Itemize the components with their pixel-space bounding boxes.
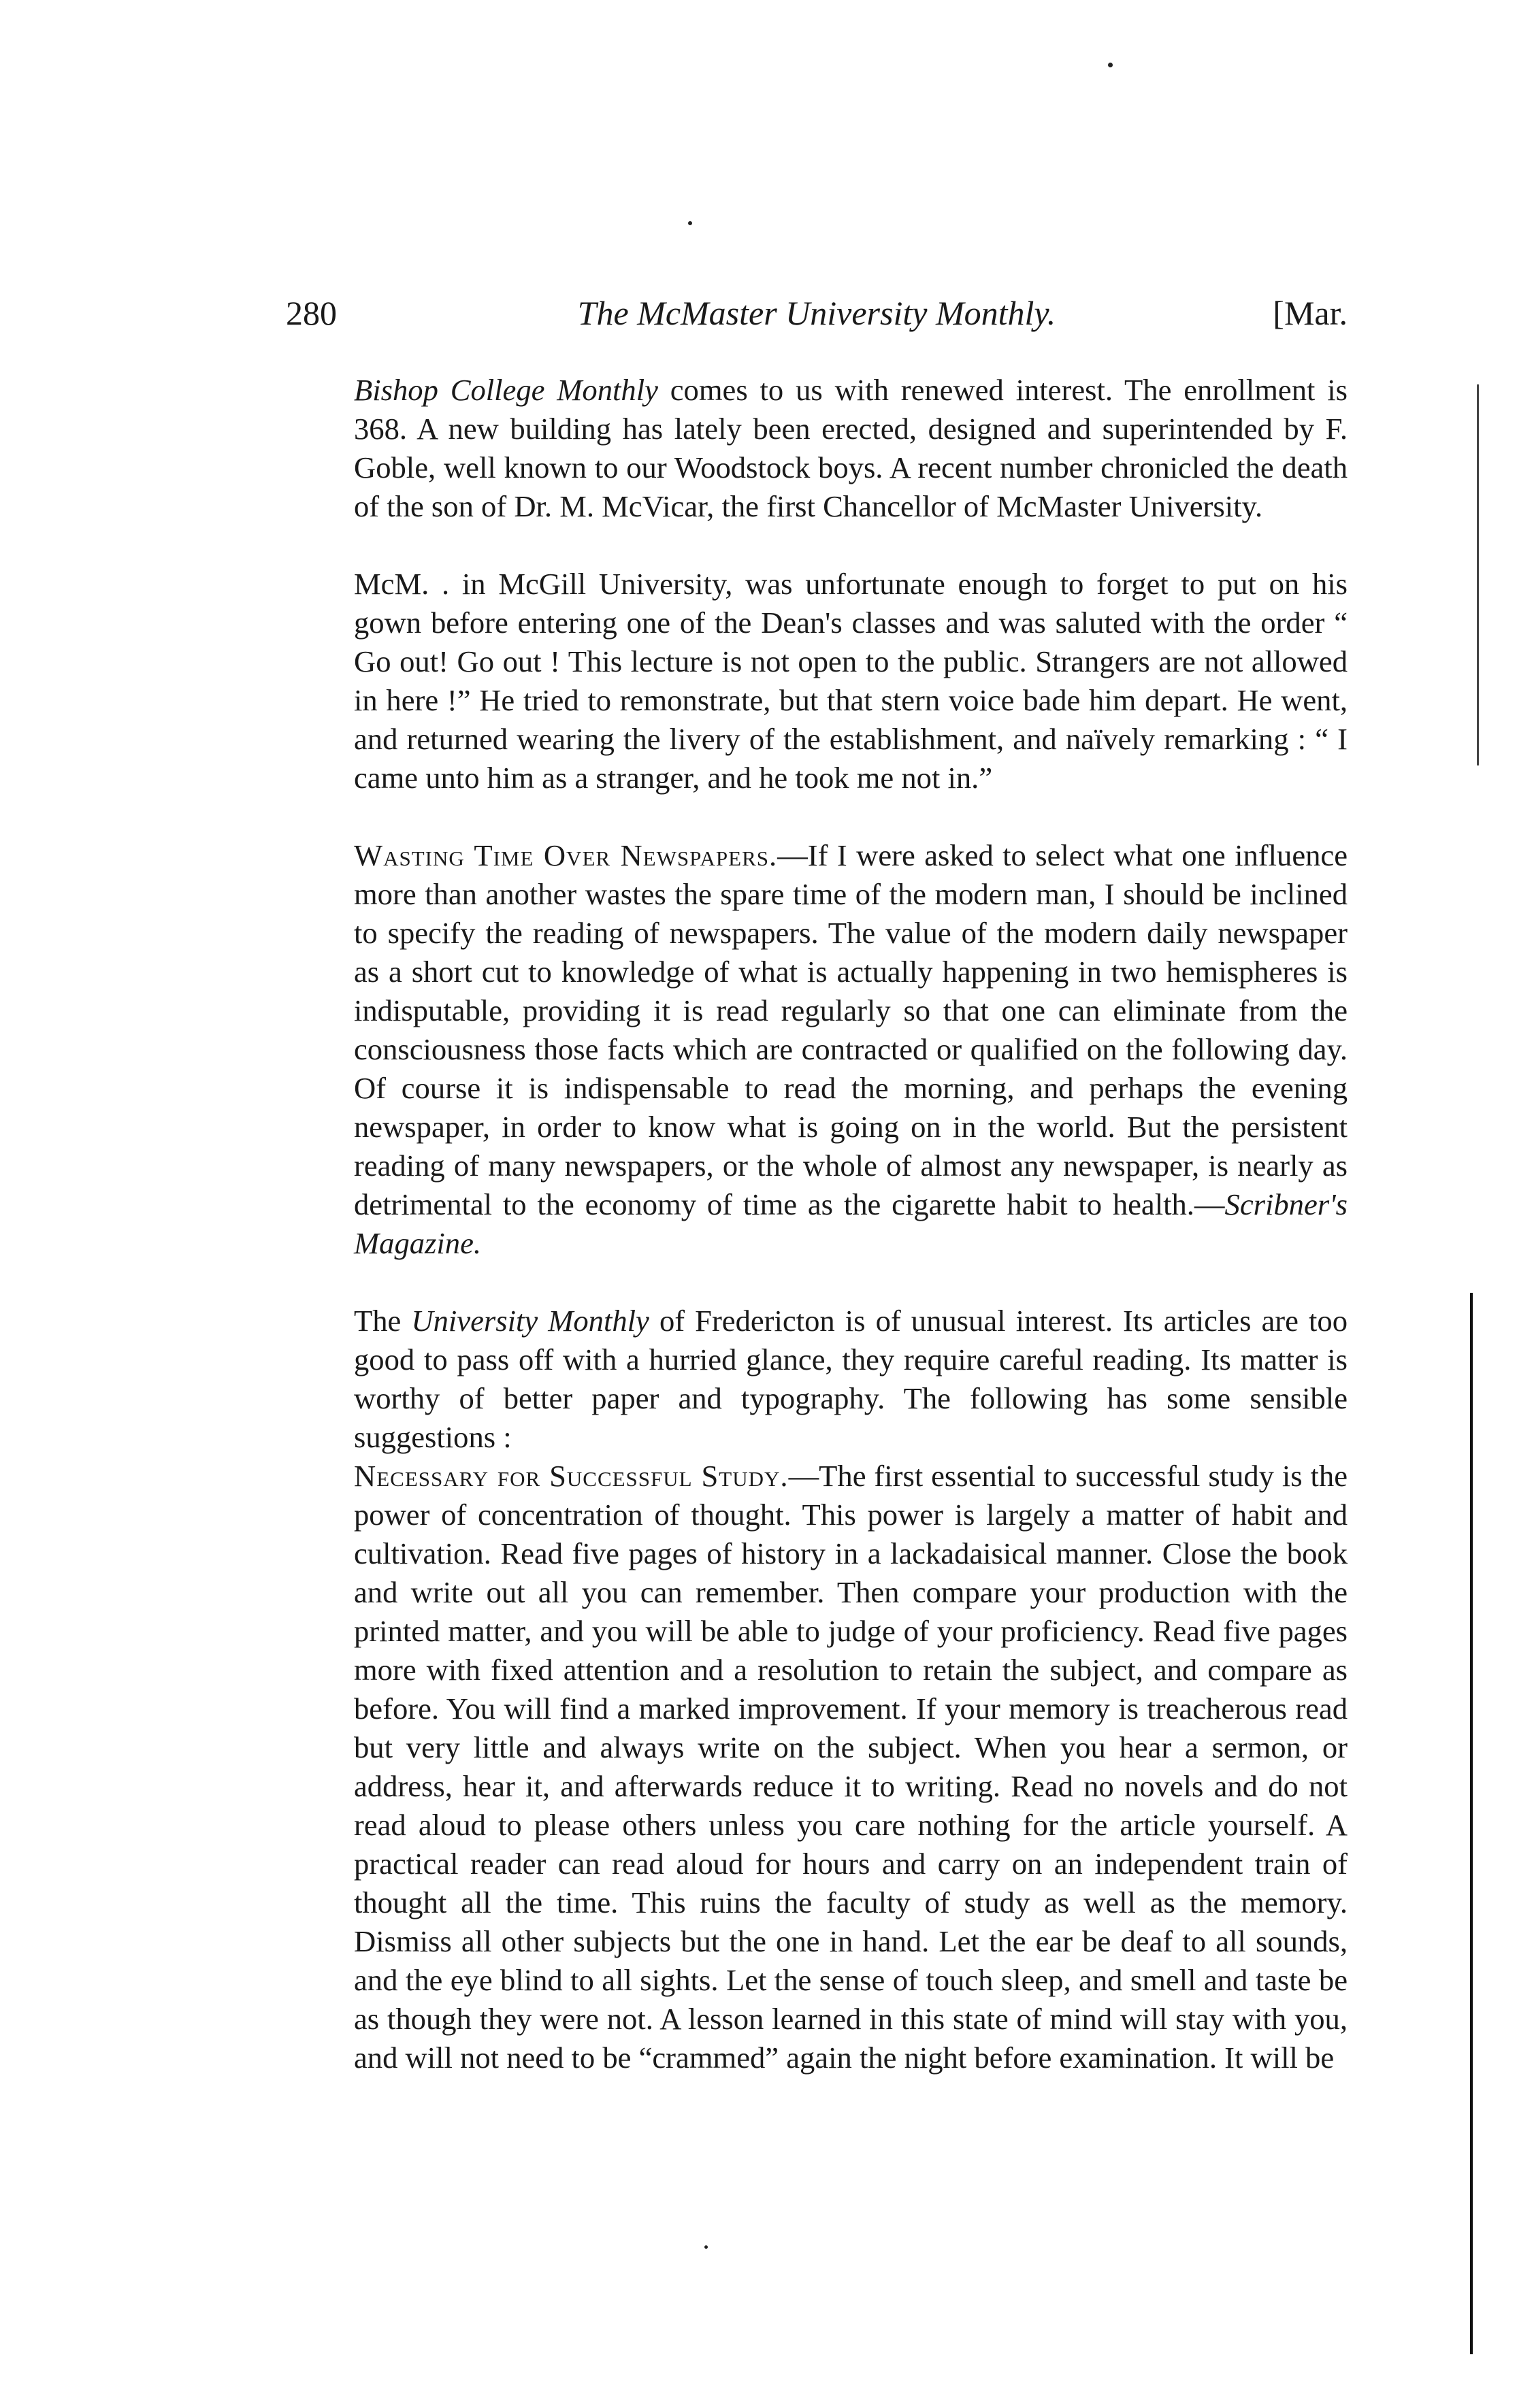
university-monthly-text: of Fredericton is of unusual interest. Its articles are too good to pass off with a hurried glance, they require careful reading. Its matter is worthy of better paper and typography. The following has some sensible suggestions : [354,1304,1348,1454]
article-body [286,371,1348,2077]
page-number: 280 [286,294,337,332]
wasting-time-text: —If I were asked to select what one influence more than another wastes the spare time of the modern man, I should be inclined to specify the reading of newspapers. The value of the modern daily newspaper as a short cut to knowledge of what is actually happening in two hemispheres is indisputable, providing it is read regularly so that one can eliminate from the consciousness those facts which are contracted or qualified on the following day. Of course it is indispensable to read the morning, and perhaps the evening newspaper, in order to know what is going on in the world. But the persistent reading of many newspapers, or the whole of almost any newspaper, is nearly as detrimental to the economy of time as the cigarette habit to health.— [354,838,1348,1221]
issue-month: [Mar. [1273,294,1348,332]
bishop-college-text: comes to us with renewed interest. The enrollment is 368. A new building has lately been erected, designed and superintended by F. Goble, well known to our Woodstock boys. A recent number chronicled the death of the son of Dr. M. McVicar, the first Chancellor of McMaster University. [354,373,1348,523]
scan-edge-line [1477,384,1479,765]
journal-title: The McMaster University Monthly. [577,294,1056,332]
successful-study-heading: Necessary for Successful Study. [354,1459,789,1493]
wasting-time-heading: Wasting Time Over Newspapers. [354,838,778,872]
paragraph-successful-study [286,1457,1348,2077]
running-header [286,289,1348,337]
paragraph-university-monthly [286,1302,1348,1457]
paragraph-mcgill: McM. . in McGill University, was unfortunate enough to forget to put on his gown before entering one of the Dean's classes and was saluted with the order “ Go out! Go out ! This lecture is not open to the public. Strangers are not allowed in here !” He tried to remonstrate, but that stern voice bade him depart. He went, and returned wearing the livery of the establishment, and naïvely remarking : “ I came unto him as a stranger, and he took me not in.” [354,567,1348,795]
paragraph-wasting-time [286,836,1348,1263]
scan-edge-line [1470,1293,1473,2354]
scan-speck [688,221,692,225]
scan-speck [704,2245,708,2249]
university-monthly-title: University Monthly [411,1304,649,1338]
scan-speck [1108,63,1113,67]
wasting-time-source: Scribner's Magazine. [354,1187,1348,1260]
paragraph-bishop-college [286,371,1348,526]
bishop-college-title: Bishop College Monthly [354,373,658,407]
successful-study-text: —The first essential to successful study is the power of concentration of thought. This power is largely a matter of habit and cultivation. Read five pages of history in a lackadaisical manner. Close the book and write out all you can remember. Then compare your production with the printed matter, and you will be able to judge of your proficiency. Read five pages more with fixed attention and a resolution to retain the subject, and compare as before. You will find a marked improvement. If your memory is treacherous read but very little and always write on the subject. When you hear a sermon, or address, hear it, and afterwards reduce it to writing. Read no novels and do not read aloud to please others unless you care nothing for the article yourself. A practical reader can read aloud for hours and carry on an independent train of thought all the time. This ruins the faculty of study as well as the memory. Dismiss all other subjects but the one in hand. Let the ear be deaf to all sounds, and the eye blind to all sights. Let the sense of touch sleep, and smell and taste be as though they were not. A lesson learned in this state of mind will stay with you, and will not need to be “crammed” again the night before examination. It will be [354,1459,1348,2075]
university-monthly-lead: The [354,1304,402,1338]
